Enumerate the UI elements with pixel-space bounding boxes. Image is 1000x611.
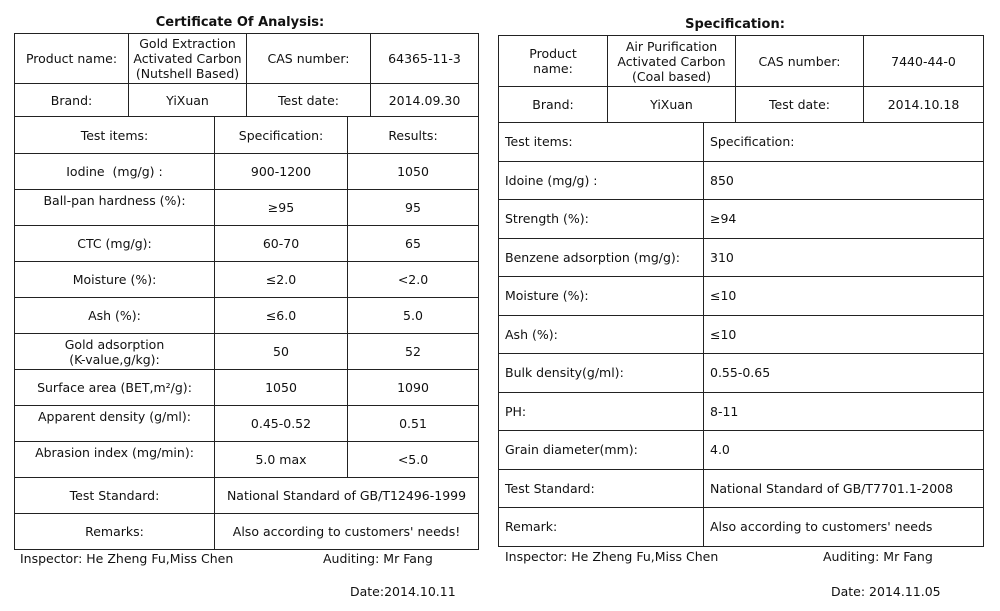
row-item: PH: bbox=[499, 392, 704, 431]
right-standard-value: National Standard of GB/T7701.1-2008 bbox=[704, 469, 984, 508]
row-item: Ball-pan hardness (%): bbox=[15, 190, 215, 226]
table-row bbox=[15, 262, 479, 298]
row-item: Strength (%): bbox=[499, 200, 704, 239]
left-standard-label: Test Standard: bbox=[15, 478, 215, 514]
left-title: Certificate Of Analysis: bbox=[155, 15, 325, 30]
table-row bbox=[499, 508, 984, 547]
row-spec: 900-1200 bbox=[215, 154, 348, 190]
left-cas-label: CAS number: bbox=[247, 34, 371, 84]
row-spec: 60-70 bbox=[215, 226, 348, 262]
table-row bbox=[499, 469, 984, 508]
right-standard-label: Test Standard: bbox=[499, 469, 704, 508]
table-row bbox=[15, 370, 479, 406]
row-result: 0.51 bbox=[348, 406, 479, 442]
right-col-items: Test items: bbox=[499, 123, 704, 162]
left-cas-value: 64365-11-3 bbox=[371, 34, 479, 84]
left-col-spec: Specification: bbox=[215, 117, 348, 154]
left-remarks-label: Remarks: bbox=[15, 514, 215, 550]
row-spec: 0.45-0.52 bbox=[215, 406, 348, 442]
row-item: CTC (mg/g): bbox=[15, 226, 215, 262]
row-spec: ≤10 bbox=[704, 315, 984, 354]
left-date: Date:2014.10.11 bbox=[350, 584, 456, 599]
row-spec: ≤10 bbox=[704, 277, 984, 316]
row-result: 5.0 bbox=[348, 298, 479, 334]
row-spec: 1050 bbox=[215, 370, 348, 406]
row-result: 52 bbox=[348, 334, 479, 370]
row-item: Gold adsorption (K-value,g/kg): bbox=[15, 334, 215, 370]
row-item: Moisture (%): bbox=[499, 277, 704, 316]
left-date-value: 2014.09.30 bbox=[371, 84, 479, 117]
left-date-label: Test date: bbox=[247, 84, 371, 117]
table-row bbox=[15, 514, 479, 550]
row-spec: ≥95 bbox=[215, 190, 348, 226]
right-inspector: Inspector: He Zheng Fu,Miss Chen bbox=[505, 549, 719, 564]
right-title: Specification: bbox=[685, 17, 785, 32]
table-row bbox=[499, 200, 984, 239]
row-spec: ≤6.0 bbox=[215, 298, 348, 334]
table-row bbox=[15, 478, 479, 514]
row-result: 1050 bbox=[348, 154, 479, 190]
right-header-table bbox=[498, 35, 984, 123]
left-standard-value: National Standard of GB/T12496-1999 bbox=[215, 478, 479, 514]
table-row bbox=[15, 190, 479, 226]
row-result: 1090 bbox=[348, 370, 479, 406]
right-date-value: 2014.10.18 bbox=[864, 87, 984, 123]
table-row bbox=[15, 406, 479, 442]
table-row bbox=[15, 298, 479, 334]
right-spec-table bbox=[498, 122, 984, 547]
left-auditing: Auditing: Mr Fang bbox=[323, 551, 433, 566]
row-result: <5.0 bbox=[348, 442, 479, 478]
row-spec: 0.55-0.65 bbox=[704, 354, 984, 393]
right-cas-label: CAS number: bbox=[736, 36, 864, 87]
row-item: Iodine (mg/g) : bbox=[15, 154, 215, 190]
row-item: Surface area (BET,m²/g): bbox=[15, 370, 215, 406]
row-item: Ash (%): bbox=[15, 298, 215, 334]
row-item: Ash (%): bbox=[499, 315, 704, 354]
table-row bbox=[15, 334, 479, 370]
row-spec: 50 bbox=[215, 334, 348, 370]
table-row bbox=[499, 354, 984, 393]
table-row bbox=[499, 161, 984, 200]
row-spec: 850 bbox=[704, 161, 984, 200]
row-item: Grain diameter(mm): bbox=[499, 431, 704, 470]
table-row bbox=[499, 238, 984, 277]
table-row bbox=[499, 315, 984, 354]
row-result: <2.0 bbox=[348, 262, 479, 298]
row-item: Bulk density(g/ml): bbox=[499, 354, 704, 393]
row-spec: 310 bbox=[704, 238, 984, 277]
left-product-label: Product name: bbox=[15, 34, 129, 84]
left-product-value: Gold Extraction Activated Carbon (Nutshell Based) bbox=[129, 34, 247, 84]
row-item: Moisture (%): bbox=[15, 262, 215, 298]
row-item: Benzene adsorption (mg/g): bbox=[499, 238, 704, 277]
row-spec: 4.0 bbox=[704, 431, 984, 470]
row-spec: 5.0 max bbox=[215, 442, 348, 478]
row-spec: ≤2.0 bbox=[215, 262, 348, 298]
left-inspector: Inspector: He Zheng Fu,Miss Chen bbox=[20, 551, 234, 566]
right-auditing: Auditing: Mr Fang bbox=[823, 549, 933, 564]
right-date: Date: 2014.11.05 bbox=[831, 584, 941, 599]
table-row bbox=[15, 154, 479, 190]
table-row bbox=[499, 277, 984, 316]
row-item: Abrasion index (mg/min): bbox=[15, 442, 215, 478]
table-row bbox=[499, 392, 984, 431]
row-result: 95 bbox=[348, 190, 479, 226]
right-remarks-value: Also according to customers' needs bbox=[704, 508, 984, 547]
right-col-spec: Specification: bbox=[704, 123, 984, 162]
row-item: Apparent density (g/ml): bbox=[15, 406, 215, 442]
right-product-label: Product name: bbox=[499, 36, 608, 87]
left-brand-label: Brand: bbox=[15, 84, 129, 117]
right-product-value: Air Purification Activated Carbon (Coal based) bbox=[608, 36, 736, 87]
left-col-results: Results: bbox=[348, 117, 479, 154]
left-header-table bbox=[14, 33, 479, 117]
right-remarks-label: Remark: bbox=[499, 508, 704, 547]
table-row bbox=[15, 226, 479, 262]
right-date-label: Test date: bbox=[736, 87, 864, 123]
left-brand-value: YiXuan bbox=[129, 84, 247, 117]
right-cas-value: 7440-44-0 bbox=[864, 36, 984, 87]
row-result: 65 bbox=[348, 226, 479, 262]
left-remarks-value: Also according to customers' needs! bbox=[215, 514, 479, 550]
table-row bbox=[499, 431, 984, 470]
row-item: Idoine (mg/g) : bbox=[499, 161, 704, 200]
row-spec: ≥94 bbox=[704, 200, 984, 239]
left-results-table bbox=[14, 116, 479, 550]
table-row bbox=[15, 442, 479, 478]
right-brand-label: Brand: bbox=[499, 87, 608, 123]
left-col-items: Test items: bbox=[15, 117, 215, 154]
right-brand-value: YiXuan bbox=[608, 87, 736, 123]
row-spec: 8-11 bbox=[704, 392, 984, 431]
